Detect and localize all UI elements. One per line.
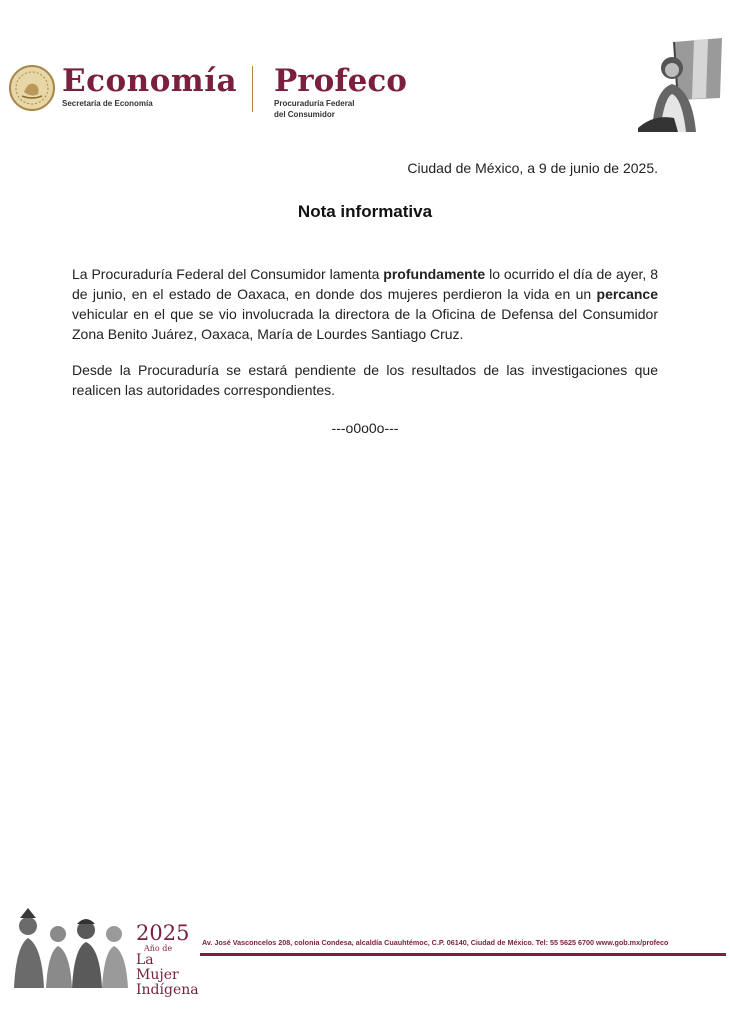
year-line-1: La Mujer — [136, 952, 179, 983]
year-small-label: Año de — [144, 944, 173, 953]
paragraph-1 — [72, 264, 658, 344]
paragraph-1-text-c: vehicular en el que se vio involucrada la directora de la Oficina de Defensa del Consumidor Zona Benito Juárez, Oaxaca, María de Lourdes Santiago Cruz. — [72, 306, 658, 342]
paragraph-1-bold-profundamente: profundamente — [383, 266, 486, 282]
profeco-subtitle-line1: Procuraduría Federal — [274, 99, 355, 108]
woman-with-flag-portrait-icon — [634, 38, 726, 132]
year-line-2: Indígena — [136, 982, 199, 998]
mexico-coat-of-arms-seal-icon — [8, 64, 56, 112]
brand-divider — [252, 66, 253, 112]
document-title: Nota informativa — [297, 202, 433, 221]
economia-brand — [62, 64, 237, 108]
paragraph-1-bold-percance: percance — [596, 286, 658, 302]
page-footer — [0, 900, 730, 1010]
economia-wordmark: Economía — [62, 63, 238, 99]
year-number: 2025 — [136, 921, 190, 945]
paragraph-1-text-a: La Procuraduría Federal del Consumidor lamenta — [72, 266, 384, 282]
profeco-wordmark: Profeco — [274, 63, 407, 99]
year-of-indigenous-woman-logo — [136, 922, 198, 998]
paragraph-2: Desde la Procuraduría se estará pendiente de los resultados de las investigaciones que realicen las autoridades correspondientes. — [72, 362, 658, 398]
paragraph-1-text-b: lo ocurrido el día de ayer, 8 de junio, en el estado de Oaxaca, en donde dos mujeres perdieron la vida en un — [72, 266, 658, 302]
footer-address: Av. José Vasconcelos 208, colonia Condesa, alcaldía Cuauhtémoc, C.P. 06140, Ciudad de México. Tel: 55 5625 6700 www.gob.mx/profeco — [202, 938, 669, 947]
economia-subtitle: Secretaría de Economía — [62, 99, 153, 108]
profeco-subtitle-line2: del Consumidor — [274, 110, 335, 119]
indigenous-women-illustration-icon — [8, 906, 134, 988]
letterhead — [0, 0, 730, 140]
document-date: Ciudad de México, a 9 de junio de 2025. — [407, 160, 658, 176]
profeco-brand — [274, 64, 407, 120]
footer-rule — [200, 953, 726, 956]
closing-separator: ---o0o0o--- — [331, 420, 399, 436]
